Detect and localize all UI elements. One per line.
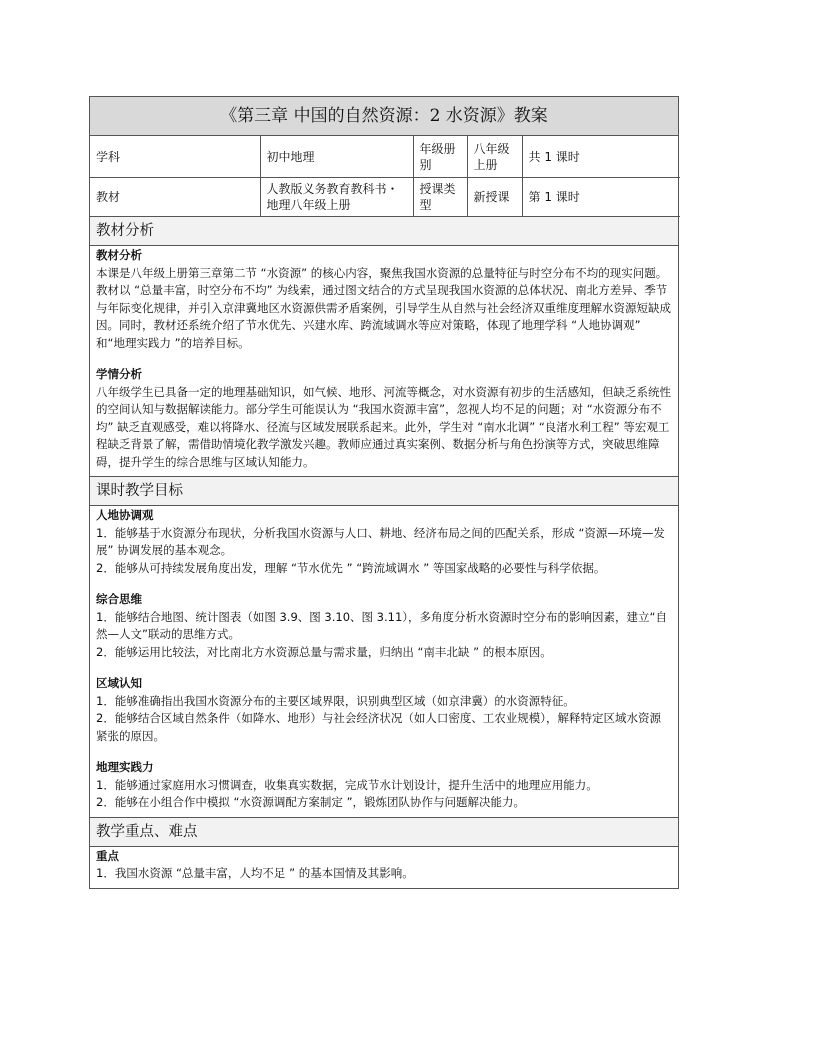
- subheading-student-analysis: 学情分析: [96, 367, 142, 381]
- subheading-keypoints: 重点: [96, 848, 119, 863]
- objective-item: 1．能够准确指出我国水资源分布的主要区域界限，识别典型区域（如京津冀）的水资源特征。: [96, 693, 575, 708]
- objective-item: 2．能够结合区域自然条件（如降水、地形）与社会经济状况（如人口密度、工农业规模），解释特定区域水资源紧张的原因。: [96, 711, 662, 743]
- paragraph-student-analysis: 八年级学生已具备一定的地理基础知识，如气候、地形、河流等概念，对水资源有初步的生活感知，但缺乏系统性的空间认知与数据解读能力。部分学生可能误认为 “我国水资源丰富”，忽视人均不足的问题；对 “水资源分布不均” 缺乏直观感受，难以将降水、径流与区域发展联系起来。此外，学生对 “南水北调” “良渚水利工程” 等宏观工程缺乏背景了解，需借助情境化教学激发兴趣。教师应通过真实案例、数据分析与角色扮演等方式，突破思维障碍，提升学生的综合思维与区域认知能力。: [96, 384, 671, 469]
- objective-item: 1．能够基于水资源分布现状，分析我国水资源与人口、耕地、经济布局之间的匹配关系，形成 “资源—环境—发展” 协调发展的基本观念。: [96, 525, 665, 557]
- lesson-type-value: 新授课: [467, 178, 522, 217]
- grade-value: 八年级上册: [467, 136, 522, 178]
- subject-label: 学科: [90, 136, 260, 178]
- period-value: 第 1 课时: [522, 178, 680, 217]
- objective-item: 2．能够从可持续发展角度出发，理解 “节水优先 ” “跨流域调水 ” 等国家战略的必要性与科学依据。: [96, 560, 606, 575]
- objective-group-title: 地理实践力: [96, 760, 154, 774]
- objective-item: 1．能够结合地图、统计图表（如图 3.9、图 3.10、图 3.11），多角度分析水资源时空分布的影响因素，建立“自然—人文”联动的思维方式。: [96, 609, 667, 641]
- subject-value: 初中地理: [260, 136, 413, 178]
- subheading-textbook-analysis: 教材分析: [96, 248, 142, 262]
- textbook-label: 教材: [90, 178, 260, 217]
- info-row-subject: [90, 136, 680, 178]
- section-heading-analysis: 教材分析: [90, 217, 678, 246]
- section-body-analysis: [90, 246, 678, 476]
- info-table: [90, 136, 680, 217]
- objective-item: 2．能够运用比较法，对比南北方水资源总量与需求量，归纳出 “南丰北缺 ” 的根本原因。: [96, 644, 552, 659]
- section-heading-keypoints: 教学重点、难点: [90, 817, 678, 847]
- objective-item: 1．能够通过家庭用水习惯调查，收集真实数据，完成节水计划设计，提升生活中的地理应用能力。: [96, 777, 598, 792]
- keypoint-item: 1．我国水资源 “总量丰富，人均不足 ” 的基本国情及其影响。: [96, 866, 414, 880]
- textbook-value: 人教版义务教育教科书・地理八年级上册: [260, 178, 413, 217]
- hours-value: 共 1 课时: [522, 136, 680, 178]
- section-heading-objectives: 课时教学目标: [90, 476, 678, 506]
- objective-group-title: 区域认知: [96, 676, 142, 690]
- section-body-objectives: [90, 506, 678, 817]
- section-body-keypoints: [90, 847, 678, 888]
- paragraph-textbook-analysis: 本课是八年级上册第三章第二节 “水资源” 的核心内容，聚焦我国水资源的总量特征与时空分布不均的现实问题。教材以 “总量丰富，时空分布不均” 为线索，通过图文结合的方式呈现我国水资源的总体状况、南北方差异、季节与年际变化规律，并引入京津冀地区水资源供需矛盾案例，引导学生从自然与社会经济双重维度理解水资源短缺成因。同时，教材还系统介绍了节水优先、兴建水库、跨流域调水等应对策略，体现了地理学科 “人地协调观” 和“地理实践力 ”的培养目标。: [96, 265, 671, 350]
- objective-item: 2．能够在小组合作中模拟 “水资源调配方案制定 ”，锻炼团队协作与问题解决能力。: [96, 795, 526, 809]
- info-row-textbook: [90, 178, 680, 217]
- lesson-plan-document: [89, 96, 679, 889]
- document-title: 《第三章 中国的自然资源：2 水资源》教案: [90, 97, 678, 136]
- lesson-type-label: 授课类型: [413, 178, 467, 217]
- grade-label: 年级册别: [413, 136, 467, 178]
- objective-group-title: 人地协调观: [96, 508, 154, 522]
- objective-group-title: 综合思维: [96, 592, 142, 606]
